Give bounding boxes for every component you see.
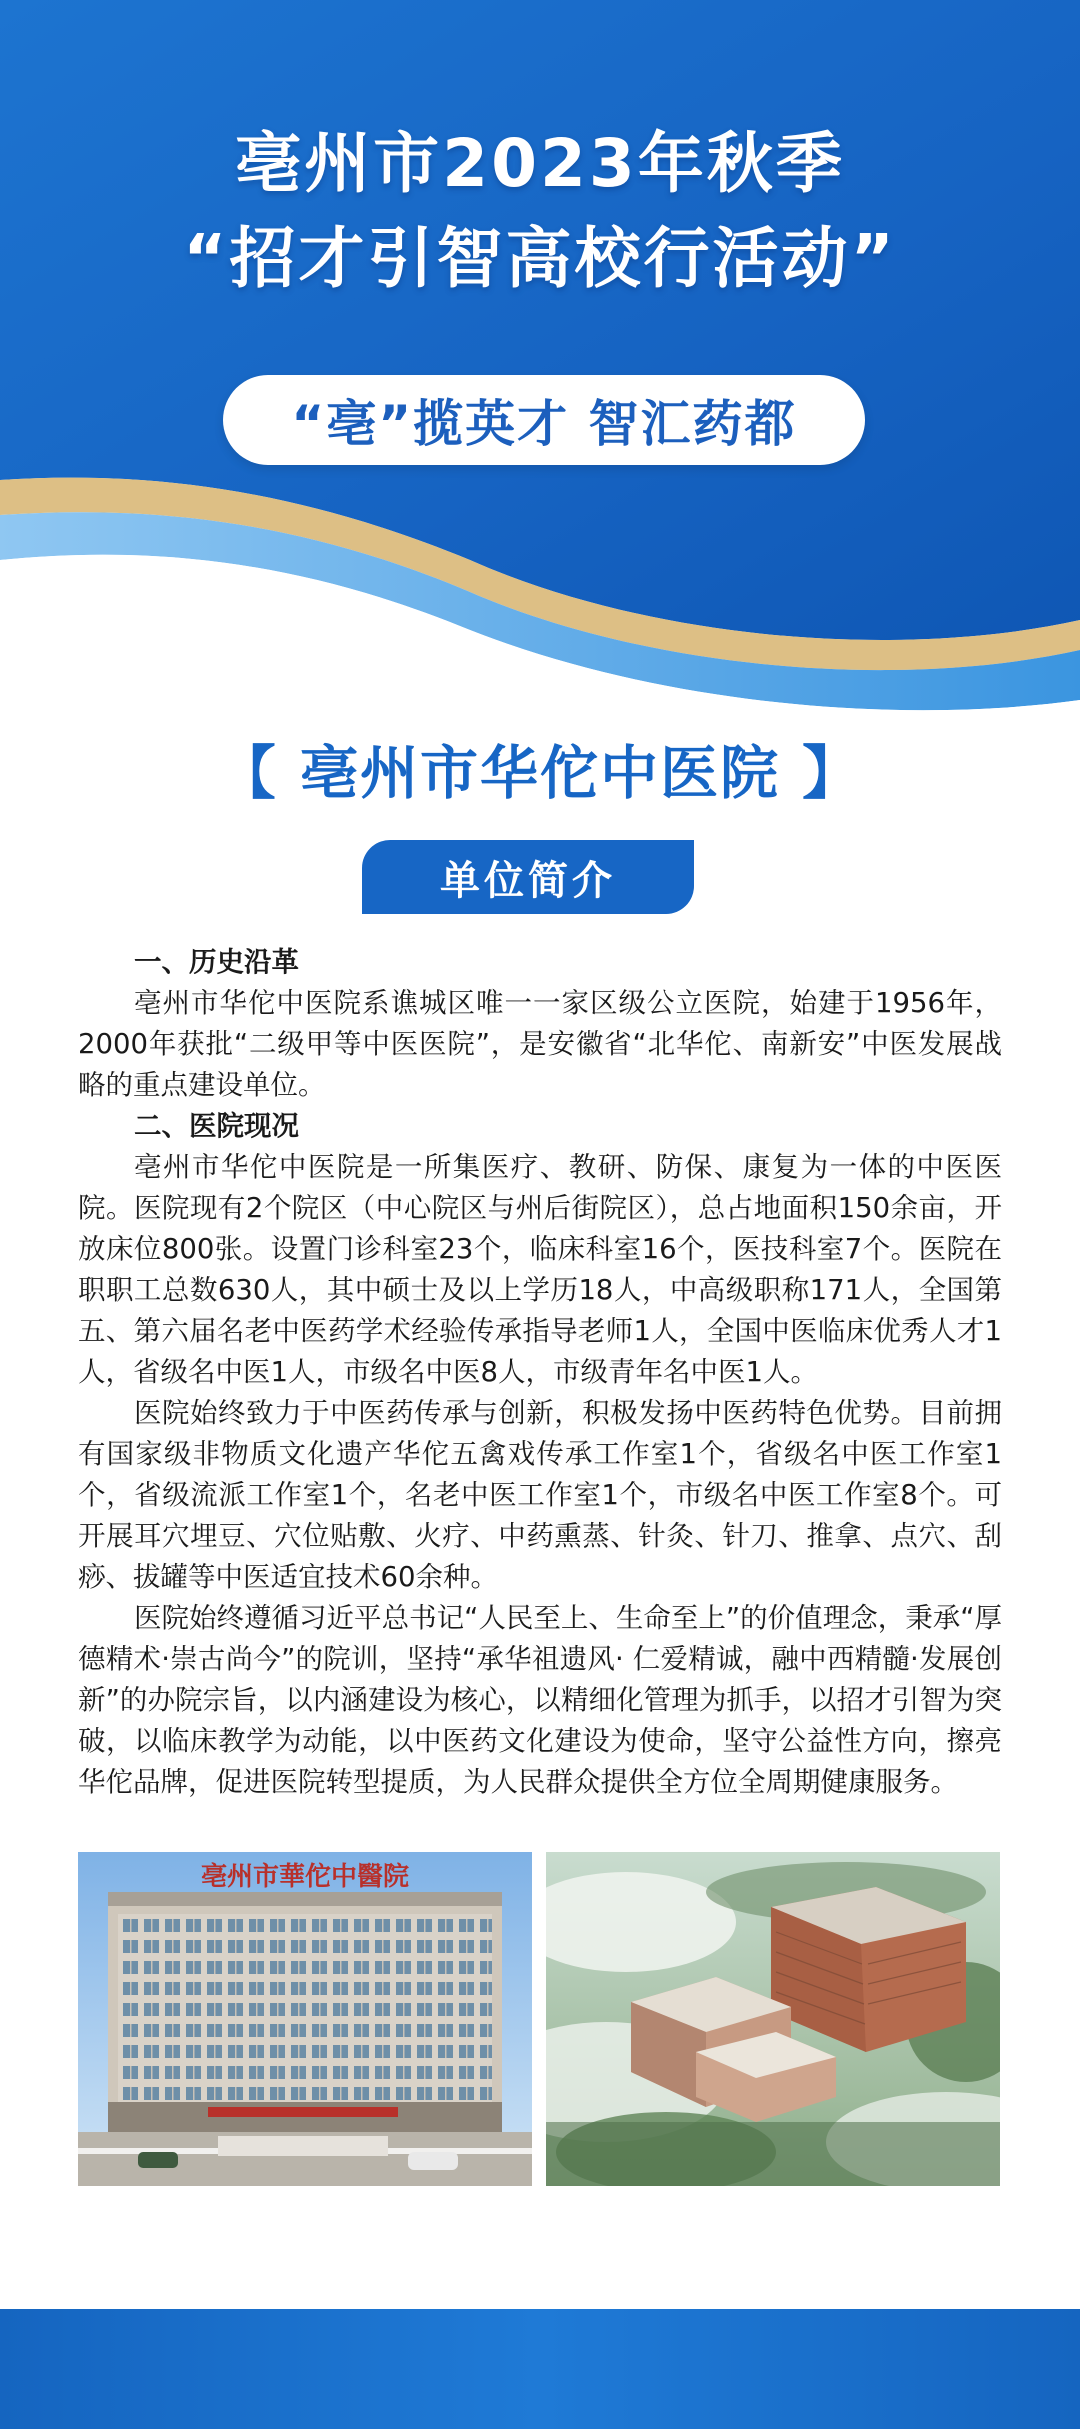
campaign-title-line2: “招才引智高校行活动” (183, 220, 897, 297)
slogan-pill (223, 375, 865, 465)
building-sign-text: 亳州市華佗中醫院 (200, 1862, 410, 1892)
paragraph-history: 亳州市华佗中医院系谯城区唯一一家区级公立医院，始建于1956年，2000年获批“二级甲等中医医院”，是安徽省“北华佗、南新安”中医发展战略的重点建设单位。 (78, 987, 1002, 1101)
slogan-text: “亳”揽英才 智汇药都 (291, 395, 797, 453)
section-tab-label: 单位简介 (440, 857, 616, 904)
hospital-building-photo (78, 1852, 532, 2186)
campaign-title-line1: 亳州市2023年秋季 (235, 125, 845, 202)
hospital-name-heading: 【 亳州市华佗中医院 】 (217, 739, 863, 807)
paragraph-current-status: 亳州市华佗中医院是一所集医疗、教研、防保、康复为一体的中医医院。医院现有2个院区（中心院区与州后街院区），总占地面积150余亩，开放床位800张。设置门诊科室23个，临床科室16个，医技科室7个。医院在职职工总数630人，其中硕士及以上学历18人，中高级职称171人，全国第五、第六届名老中医药学术经验传承指导老师1人，全国中医临床优秀人才1人，省级名中医1人，市级名中医8人，市级青年名中医1人。 (78, 1151, 1002, 1388)
paragraph-tcm-inheritance: 医院始终致力于中医药传承与创新，积极发扬中医药特色优势。目前拥有国家级非物质文化遗产华佗五禽戏传承工作室1个，省级名中医工作室1个，省级流派工作室1个，名老中医工作室1个，市级名中医工作室8个。可开展耳穴埋豆、穴位贴敷、火疗、中药熏蒸、针灸、针刀、推拿、点穴、刮痧、拔罐等中医适宜技术60余种。 (78, 1397, 1002, 1593)
header-banner (0, 0, 1080, 740)
footer-band (0, 2309, 1080, 2429)
paragraph-philosophy: 医院始终遵循习近平总书记“人民至上、生命至上”的价值理念，秉承“厚德精术·崇古尚今”的院训，坚持“承华祖遗风· 仁爱精诚，融中西精髓·发展创新”的办院宗旨，以内涵建设为核心，以精细化管理为抓手，以招才引智为突破，以临床教学为动能，以中医药文化建设为使命，坚守公益性方向，擦亮华佗品牌，促进医院转型提质，为人民群众提供全方位全周期健康服务。 (78, 1602, 1002, 1798)
section-tab-unit-intro (362, 840, 694, 914)
heading-history: 一、历史沿革 (134, 946, 299, 978)
heading-current-status: 二、医院现况 (134, 1110, 299, 1142)
hospital-aerial-rendering (546, 1852, 1000, 2186)
intro-content (78, 942, 1002, 1803)
